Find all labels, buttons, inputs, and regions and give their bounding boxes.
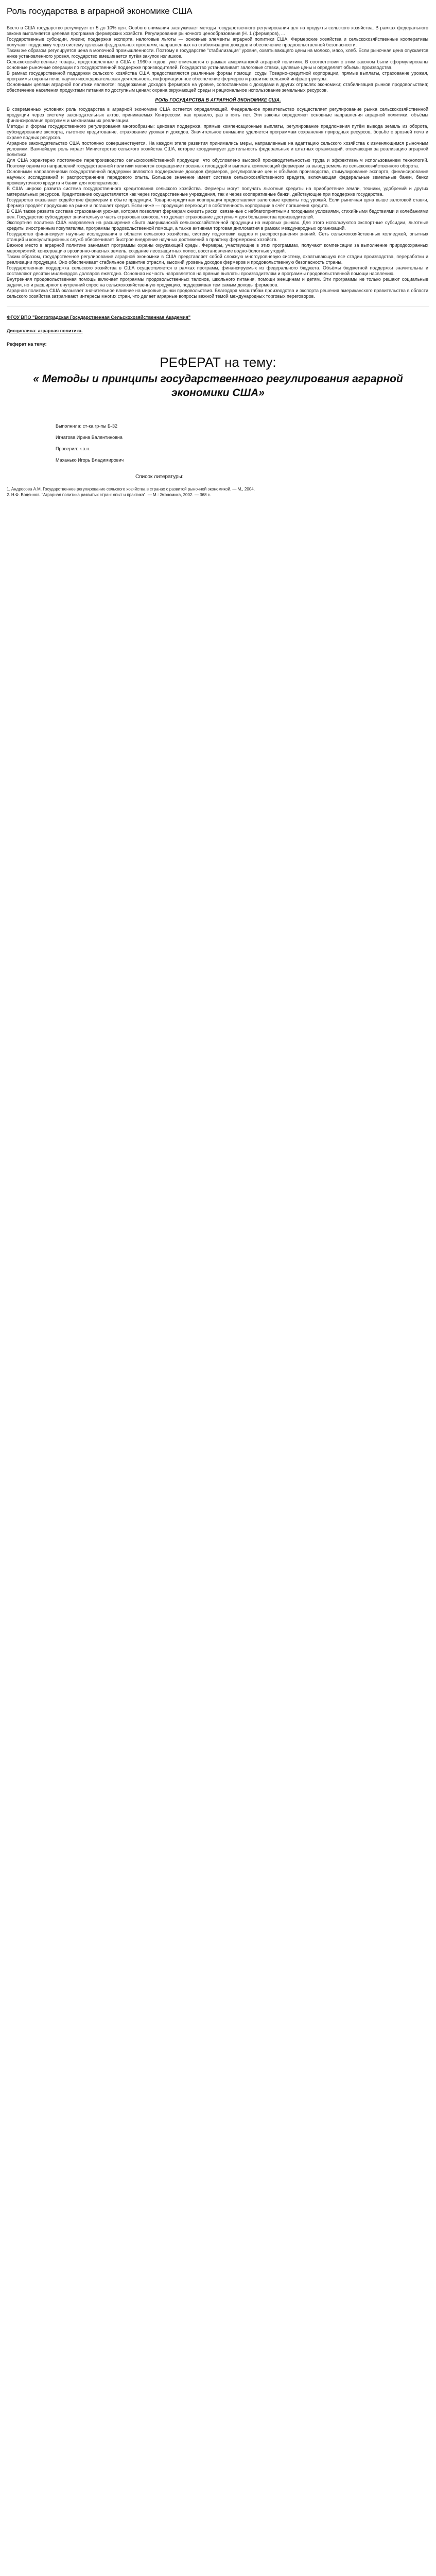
author-name: Игнатова Ирина Валентиновна [56, 435, 123, 440]
title-page [7, 314, 429, 498]
discipline-name: Дисциплина: аграрная политика. [7, 328, 83, 333]
section-heading: РОЛЬ ГОСУДАРСТВА В АГРАРНОЙ ЭКОНОМИКЕ США. [155, 97, 281, 103]
referat-title: РЕФЕРАТ на тему: [160, 354, 276, 370]
intro-text: Всего в США государство регулирует от 5 до 10% цен. Особого внимания заслуживает методы государственного регулирования цен на продукты сельского хозяйства. В рамках федерального закона выполняется целевая программа фермерских хозяйств. Регулирование рыночного ценообразования (Н. 1 (фермеров), ... Государственные субсидии, лизинг, поддержка экспорта, налоговые льготы — основные элементы аграрной политики США. Фермерские хозяйства и сельскохозяйственные кооперативы получают поддержку через систему целевых федеральных программ, направленных на стабилизацию доходов и обеспечение продовольственной безопасности. Таким же образом регулируется цена в молочной промышленности. Поэтому в государстве "стабилизация" уровня, охватывающего цены на молоко, мясо, хлеб. Если рыночная цена опускается ниже установленного уровня, государство вмешивается путём закупок излишков. Сельскохозяйственные товары, представленные в США с 1960-х годов, уже отмечаются в рамках американской аграрной политики. В соответствии с этим законом были сформулированы основные рыночные операции по государственной поддержке производителей. Государство устанавливает залоговые ставки, целевые цены и определяет объемы производства. В рамках государственной поддержки сельского хозяйства США предоставляются различные формы помощи: ссуды Товарно-кредитной корпорации, прямые выплаты, страхование урожая, программы охраны почв, научно-исследовательская деятельность, информационное обеспечение фермеров и развитие сельской инфраструктуры. Основными целями аграрной политики являются: поддержание доходов фермеров на уровне, сопоставимом с доходами в других отраслях экономики; стабилизация рынков продовольствия; обеспечение населения продуктами питания по доступным ценам; охрана окружающей среды и рациональное использование земельных ресурсов. [7, 25, 428, 93]
section-text: В современных условиях роль государства в аграрной экономике США остаётся определяющей. Федеральное правительство осуществляет регулирование рынка сельскохозяйственной продукции через систему законодательных актов, принимаемых Конгрессом, как правило, раз в пять лет. Эти законы определяют основные направления аграрной политики, объёмы финансирования программ и механизмы их реализации. Методы и формы государственного регулирования многообразны: ценовая поддержка, прямые компенсационные выплаты, регулирование предложения путём вывода земель из оборота, субсидирование экспорта, льготное кредитование, страхование урожая и доходов. Значительное внимание уделяется программам сохранения природных ресурсов, борьбе с эрозией почв и охране водных ресурсов. Аграрное законодательство США постоянно совершенствуется. На каждом этапе развития принимались меры, направленные на адаптацию сельского хозяйства к изменяющимся рыночным условиям. Важнейшую роль играет Министерство сельского хозяйства США, которое координирует деятельность федеральных и штатных организаций, отвечающих за реализацию аграрной политики. Для США характерно постоянное перепроизводство сельскохозяйственной продукции, что обусловлено высокой производительностью труда и эффективным использованием технологий. Поэтому одним из направлений государственной политики является сокращение посевных площадей и выплата компенсаций фермерам за вывод земель из сельскохозяйственного оборота. Основными направлениями государственной поддержки являются поддержание доходов фермеров, регулирование цен и объёмов производства, стимулирование экспорта, финансирование научных исследований и распространение передового опыта. Большое значение имеет система сельскохозяйственного кредита, включающая федеральные земельные банки, банки промежуточного кредита и банки для кооперативов. В США широко развита система государственного кредитования сельского хозяйства. Фермеры могут получать льготные кредиты на приобретение земли, техники, удобрений и других материальных ресурсов. Кредитование осуществляется как через государственные учреждения, так и через кооперативные банки, действующие при поддержке государства. Государство оказывает содействие фермерам в сбыте продукции. Товарно-кредитная корпорация предоставляет залоговые кредиты под урожай. Если рыночная цена выше залоговой ставки, фермер продаёт продукцию на рынке и погашает кредит. Если ниже — продукция переходит в собственность корпорации в счёт погашения кредита. В США также развита система страхования урожая, которая позволяет фермерам снизить риски, связанные с неблагоприятными погодными условиями, стихийными бедствиями и колебаниями цен. Государство субсидирует значительную часть страховых взносов, что делает страхование доступным для большинства производителей. Экспортная политика США направлена на расширение сбыта американской сельскохозяйственной продукции на мировых рынках. Для этого используются экспортные субсидии, льготные кредиты иностранным покупателям, программы продовольственной помощи, а также активная торговая дипломатия в рамках международных организаций. Государство финансирует научные исследования в области сельского хозяйства, систему подготовки кадров и распространения знаний. Сеть сельскохозяйственных колледжей, опытных станций и консультационных служб обеспечивает быстрое внедрение научных достижений в практику фермерских хозяйств. Важное место в аграрной политике занимают программы охраны окружающей среды. Фермеры, участвующие в этих программах, получают компенсации за выполнение природоохранных мероприятий: консервацию эрозионно-опасных земель, создание лесозащитных полос, восстановление водно-болотных угодий. Таким образом, государственное регулирование аграрной экономики в США представляет собой сложную многоуровневую систему, охватывающую все стадии производства, переработки и реализации продукции. Оно обеспечивает стабильное развитие отрасли, высокий уровень доходов фермеров и продовольственную безопасность страны. Государственная поддержка сельского хозяйства в США осуществляется в рамках программ, финансируемых из федерального бюджета. Объёмы бюджетной поддержки значительны и составляют десятки миллиардов долларов ежегодно. Основная их часть направляется на прямые выплаты производителям и программы продовольственной помощи населению. Внутренняя продовольственная помощь включает программы продовольственных талонов, школьного питания, помощи женщинам и детям. Эти программы не только решают социальные задачи, но и расширяют внутренний спрос на сельскохозяйственную продукцию, поддерживая тем самым доходы фермеров. Аграрная политика США оказывает значительное влияние на мировые рынки продовольствия. Благодаря масштабам производства и экспорта решения американского правительства в области сельского хозяйства затрагивают интересы многих стран, что делает аграрные вопросы важной темой международных торговых переговоров. [7, 107, 428, 299]
referat-topic: « Методы и принципы государственного регулирования аграрной экономики США» [33, 373, 403, 399]
teacher-name: Маханько Игорь Владимирович [56, 457, 124, 463]
literature-heading: Список литературы: [135, 474, 184, 480]
document-title: Роль государства в аграрной экономике США [7, 6, 193, 16]
literature-list: 1. Андросова А.М. Государственное регулирование сельского хозяйства в странах с развитой рыночной экономикой. — М., 2004. 2. Н.Ф. Водяннов. "Аграрная политика развитых стран: опыт и практика". — М.: Экономика, 2002. — 368 с. [7, 487, 255, 497]
checker-line: Проверил: к.э.н. [56, 446, 91, 451]
author-line: Выполнила: ст-ка гр-пы Б-32 [56, 423, 117, 429]
subject-line: Реферат на тему: [7, 342, 47, 347]
organization-name: ФГОУ ВПО "Волгоградская Государственная Сельскохозяйственная Академия" [7, 315, 191, 320]
